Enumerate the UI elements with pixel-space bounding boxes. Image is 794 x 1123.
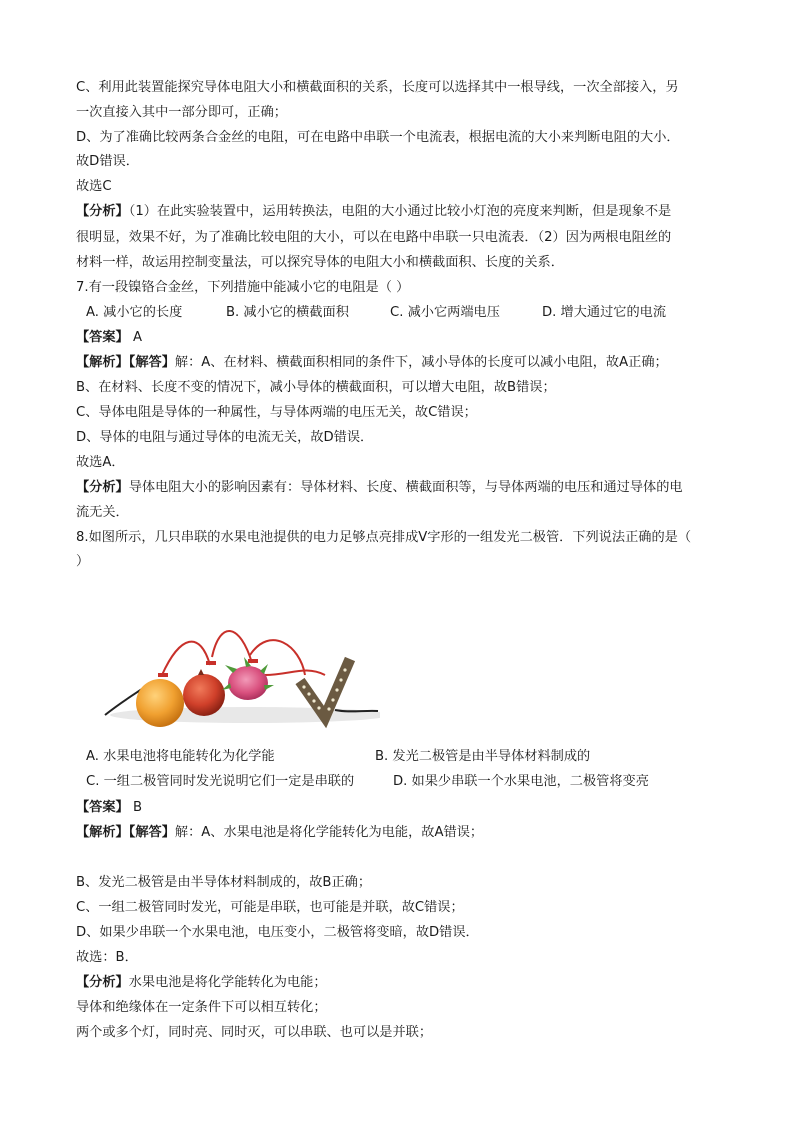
text-line: B、在材料、长度不变的情况下，减小导体的横截面积，可以增大电阻，故B错误； (76, 380, 556, 395)
q7-option-d: D. 增大通过它的电流 (542, 305, 667, 320)
q8-explanation (76, 823, 726, 843)
q8-option-a: A. 水果电池将电能转化为化学能 (86, 749, 275, 764)
text-line: 故选A． (76, 455, 125, 470)
q8-option-b: B. 发光二极管是由半导体材料制成的 (375, 749, 591, 764)
q8-answer (76, 798, 726, 818)
text-line: 两个或多个灯，同时亮、同时灭，可以串联、也可以是并联； (76, 1025, 433, 1040)
explanation-text: 解：A、在材料、横截面积相同的条件下，减小导体的长度可以减小电阻，故A正确； (174, 355, 668, 370)
q7-answer (76, 328, 726, 348)
q7-explanation (76, 353, 726, 373)
explanation-tag: 【解析】【解答】 (76, 825, 175, 840)
q8-option-c: C. 一组二极管同时发光说明它们一定是串联的 (86, 774, 355, 789)
analysis-text: （1）在此实验装置中，运用转换法，电阻的大小通过比较小灯泡的亮度来判断，但是现象不是 (128, 204, 672, 219)
answer-value: A (128, 330, 142, 345)
text-line: 流无关． (76, 505, 129, 520)
question-8-stem: 8.如图所示，几只串联的水果电池提供的电力足够点亮排成V字形的一组发光二极管．下列说法正确的是（ (76, 530, 692, 545)
text-line: D、为了准确比较两条合金丝的电阻，可在电路中串联一个电流表，根据电流的大小来判断电阻的大小． (76, 130, 680, 145)
analysis-line (76, 973, 726, 993)
explanation-text: 解：A、水果电池是将化学能转化为电能，故A错误； (174, 825, 484, 840)
text-line: C、一组二极管同时发光，可能是串联，也可能是并联，故C错误； (76, 900, 464, 915)
analysis-line (76, 478, 726, 498)
q7-option-b: B. 减小它的横截面积 (226, 305, 349, 320)
text-line: 材料一样，故运用控制变量法，可以探究导体的电阻大小和横截面积、长度的关系． (76, 255, 564, 270)
text-line: 故选：B． (76, 950, 138, 965)
text-line: D、如果少串联一个水果电池，电压变小，二极管将变暗，故D错误． (76, 925, 479, 940)
analysis-tag: 【分析】 (76, 975, 129, 990)
fruit-battery-figure (100, 615, 380, 730)
text-line: C、利用此装置能探究导体电阻大小和横截面积的关系，长度可以选择其中一根导线，一次全部接入，另 (76, 80, 679, 95)
q7-option-c: C. 减小它两端电压 (390, 305, 500, 320)
q8-option-d: D. 如果少串联一个水果电池，二极管将变亮 (393, 774, 649, 789)
answer-value: B (128, 800, 142, 815)
answer-tag: 【答案】 (76, 330, 129, 345)
explanation-tag: 【解析】【解答】 (76, 355, 175, 370)
text-line: 很明显，效果不好，为了准确比较电阻的大小，可以在电路中串联一只电流表．（2）因为两根电阻丝的 (76, 230, 672, 245)
text-line: C、导体电阻是导体的一种属性，与导体两端的电压无关，故C错误； (76, 405, 477, 420)
text-line: 导体和绝缘体在一定条件下可以相互转化； (76, 1000, 327, 1015)
analysis-text: 水果电池是将化学能转化为电能； (128, 975, 327, 990)
text-line: 故D错误． (76, 154, 139, 169)
analysis-text: 导体电阻大小的影响因素有：导体材料、长度、横截面积等，与导体两端的电压和通过导体的电 (128, 480, 683, 495)
text-line: D、导体的电阻与通过导体的电流无关，故D错误． (76, 430, 374, 445)
analysis-line (76, 202, 726, 222)
question-7-stem: 7.有一段镍铬合金丝，下列措施中能减小它的电阻是（ ） (76, 280, 410, 295)
analysis-tag: 【分析】 (76, 204, 129, 219)
q7-option-a: A. 减小它的长度 (86, 305, 183, 320)
answer-tag: 【答案】 (76, 800, 129, 815)
text-line: 故选C (76, 179, 112, 194)
text-line: 一次直接入其中一部分即可，正确； (76, 105, 287, 120)
text-line: ） (76, 554, 90, 569)
analysis-tag: 【分析】 (76, 480, 129, 495)
text-line: B、发光二极管是由半导体材料制成的，故B正确； (76, 875, 372, 890)
